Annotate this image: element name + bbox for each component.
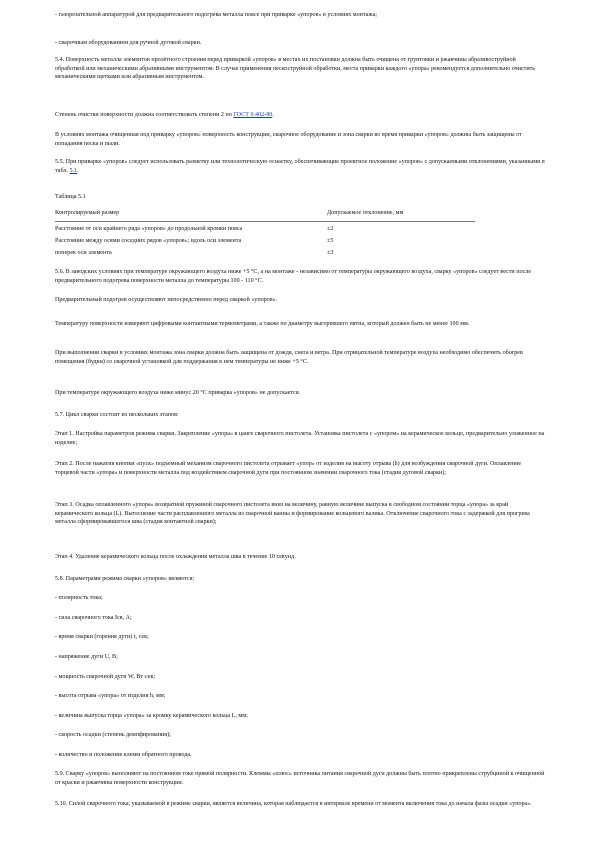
table-5-1-link[interactable]: 5.1: [69, 167, 78, 174]
clause-5-5-end: .: [77, 167, 79, 174]
clause-5-5: [55, 158, 545, 175]
param-time: - время сварки (горения дуги) t, сек;: [55, 634, 149, 640]
table-row: [55, 222, 475, 238]
param-current: - сила сварочного тока Iсв, А;: [55, 615, 132, 621]
clause-5-4: 5.4. Поверхность металла элементов пролётного строения перед приваркой «упоров» в местах их постановки должна быть очищена от грунтовки и ржавчины абразивоструйной обработкой или механическими абразивными инструментом. В случае применения пескоструйной обработки, места приварки каждого «упора» рекомендуется дополнительно очистить механическими щетками или абразивным инструментом.: [55, 57, 536, 81]
table-row: [55, 237, 475, 249]
equipment-weld-line: - сварочным оборудованием для ручной дуговой сварки.: [55, 40, 202, 46]
table-caption: Таблица 5.1: [55, 194, 86, 200]
row-param: Расстояние от оси крайнего ряда «упоров» до продольной кромки пояса: [55, 226, 243, 232]
preheat-note: Предварительный подогрев осуществляют непосредственно перед сваркой «упоров».: [55, 297, 278, 303]
stage-3: Этап 3. Осадка оплавленного «упора» возвратной пружиной сварочного пистолета вниз на величину, равную величине выпуска в свободном состоянии торца «упора» за край керамического кольца (L). Вытеснение части расплавленного металла из сварочной ванны и формирование кольцевого валика. Отключение сварочного тока с задержкой для прогрева металла сформировавшегося шва (стадия контактной сварки);: [55, 502, 530, 526]
weather-protection: При выполнении сварки в условиях монтажа зона сварки должна быть защищена от дождя, снега и ветра. При отрицательной температуре воздуха необходимо обеспечить обогрев помещения (будки) со сварочной установкой для поддержания в нем температуры не ниже +5 °С.: [55, 350, 523, 365]
gost-link[interactable]: ГОСТ 9.402-80: [233, 112, 273, 118]
low-temperature-limit: При температуре окружающего воздуха ниже минус 20 °С приварка «упоров» не допускается.: [55, 390, 301, 396]
clause-5-5-text: 5.5. При приварке «упоров» следует использовать разметку или технологическую оснастку, обеспечивающие проектное положение «упоров» с допускаемыми отклонениями, указанными в табл.: [55, 159, 545, 174]
param-polarity: - полярность тока;: [55, 595, 103, 601]
header-param: Контролируемый размер: [55, 209, 327, 222]
cleaning-degree-end: .: [272, 112, 274, 118]
cleaning-degree: [55, 111, 545, 120]
param-voltage: - напряжение дуги U, В;: [55, 654, 118, 660]
row-param: Расстояние между осями соседних рядов «упоров»; вдоль оси элемента: [55, 238, 242, 244]
stage-2: Этап 2. После нажатия кнопки «пуск» подъемный механизм сварочного пистолета отрывает «упор» от изделия на высоту отрыва (h) для возбуждения сварочной дуги. Оплавление торцевой части «упора» и поверхности металла под воздействием сварочной дуги при постоянном значении сварочного тока (стадия дуговой сварки);: [55, 461, 522, 476]
clause-5-10: 5.10. Силой сварочного тока, указываемой в режиме сварки, является величина, которая наблюдается в интервале времени от момента включения тока до начала фазы осадки «упора».: [55, 801, 532, 807]
equipment-gas-line: - газорезательной аппаратурой для предварительного подогрева металла поясе при приварке «упоров» в условиях монтажа;: [55, 12, 377, 18]
header-tolerance: Допускаемое отклонение, мм: [327, 209, 475, 222]
param-protrusion: - величина выпуска торца «упора» за кромку керамического кольца L, мм;: [55, 713, 248, 719]
row-tolerance: ±2: [327, 226, 334, 232]
table-header-row: [55, 209, 475, 222]
table-row: [55, 249, 475, 261]
temperature-measurement: Температуру поверхности измеряют цифровыми контактными термометрами, а также по диаметру выгоревшего пятна, который должен быть не менее 100 мм.: [55, 321, 470, 327]
mounting-protection: В условиях монтажа очищенная под приварку «упоров» поверхность конструкции, сварочное оборудование и зона сварки во время приварки «упоров» должны быть защищены от попадания песка и пыли.: [55, 132, 522, 147]
clause-5-8: 5.8. Параметрами режима сварки «упоров» являются:: [55, 576, 195, 582]
cleaning-degree-text: Степень очистки поверхности должна соответствовать степени 2 по: [55, 112, 234, 118]
row-tolerance: ±5: [327, 238, 334, 244]
param-lift: - высота отрыва «упора» от изделия h, мм;: [55, 693, 166, 699]
stage-1: Этап 1. Настройка параметров режима сварки. Закрепление «упора» в цанге сварочного пистолета. Установка пистолета с «упором» на керамическое кольцо, предварительно уложенное на изделие;: [55, 431, 545, 446]
clause-5-7: 5.7. Цикл сварки состоит из нескольких этапов:: [55, 412, 179, 418]
clause-5-6: 5.6. В заводских условиях при температуре окружающего воздуха ниже +5 °С, а на монтаже - независимо от температуры окружающего воздуха, сварку «упоров» следует вести после предварительного подогрева поверхности металла до температуры 100 - 110 °С.: [55, 269, 532, 284]
row-param: поперек оси элемента: [55, 250, 112, 256]
param-power: - мощность сварочной дуги W, Вт·сек;: [55, 674, 156, 680]
clause-5-9: 5.9. Сварку «упоров» выполняют на постоянном токе прямой полярности. Клеммы «плюс» источника питания сварочной дуги должны быть плотно прикреплены струбциной к очищенной от краски и ржавчины поверхности конструкции.: [55, 771, 545, 786]
tolerance-table: [55, 209, 475, 261]
row-tolerance: ±3: [327, 250, 334, 256]
param-cable: - количество и положение клемм обратного провода.: [55, 752, 192, 758]
param-speed: - скорость осадки (степень демпфирования);: [55, 732, 171, 738]
stage-4: Этап 4. Удаление керамического кольца после охлаждения металла шва в течение 10 секунд.: [55, 554, 296, 560]
